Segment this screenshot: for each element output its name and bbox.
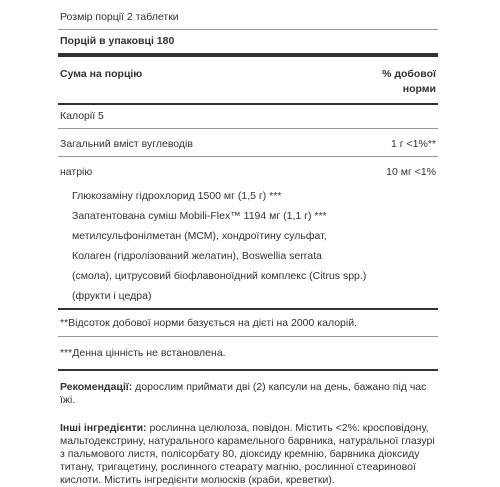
servings-per-container: Порцій в упаковці 180 bbox=[60, 35, 175, 47]
recommendations-label: Рекомендації: bbox=[60, 381, 133, 393]
other-ingredients bbox=[58, 422, 438, 487]
calories-row bbox=[58, 105, 438, 129]
other-ingredients-label: Інші інгредієнти: bbox=[60, 422, 147, 434]
ingredient-line: Запатентована суміш Mobili-Flex™ 1194 мг (1,1 г) *** bbox=[72, 210, 327, 222]
recommendations bbox=[58, 381, 438, 407]
nutrient-row bbox=[58, 157, 438, 184]
other-ingredients-text: рослинна целюлоза, повідон. Містить <2%: кросповідону, мальтодекстрину, натурального карамельного барвника, натуральної глазурі з пальмового листя, полісорбату 80, діоксиду кремнію, барвника діоксиду титану, тригацетину, рослинного стеарату магнію, рослинної стеаринової кислоти. Містить інгредієнти молюсків (краби, креветки). bbox=[60, 422, 435, 486]
servings-per-container-row bbox=[58, 30, 438, 57]
supplement-facts-panel bbox=[58, 0, 438, 487]
ingredient-line: Колаген (гідролізований желатин), Boswellia serrata bbox=[72, 250, 322, 262]
serving-size-row bbox=[58, 0, 438, 30]
ingredient-line: Глюкозаміну гідрохлорид 1500 мг (1,5 г) *** bbox=[72, 190, 282, 202]
calories: Калорії 5 bbox=[60, 110, 104, 122]
daily-value-footnote: **Відсоток добової норми базується на дієті на 2000 калорій. bbox=[58, 310, 438, 337]
ingredient-line: (фрукти і цедра) bbox=[72, 290, 152, 302]
amount-header-row bbox=[58, 57, 438, 105]
nutrient-row bbox=[58, 129, 438, 157]
nutrient-amount: 1 г <1%** bbox=[391, 138, 436, 150]
nutrient-name: натрію bbox=[60, 166, 93, 178]
nutrient-name: Загальний вміст вуглеводів bbox=[60, 138, 193, 150]
amount-per-serving-label: Сума на порцію bbox=[60, 68, 143, 80]
ingredient-line: (смола), цитрусовий біофлавоноїдний комплекс (Citrus spp.) bbox=[72, 270, 367, 282]
serving-size: Розмір порції 2 таблетки bbox=[60, 11, 179, 23]
nutrient-amount: 10 мг <1% bbox=[386, 166, 436, 178]
proprietary-ingredients bbox=[58, 184, 438, 310]
not-established-footnote: ***Денна цінність не встановлена. bbox=[58, 337, 438, 371]
recommendations-text: дорослим приймати дві (2) капсули на день, бажано під час їжі. bbox=[60, 381, 427, 406]
daily-value-label: % добової норми bbox=[382, 68, 436, 95]
ingredient-line: метилсульфонілметан (МСМ), хондроїтину сульфат, bbox=[72, 230, 327, 242]
